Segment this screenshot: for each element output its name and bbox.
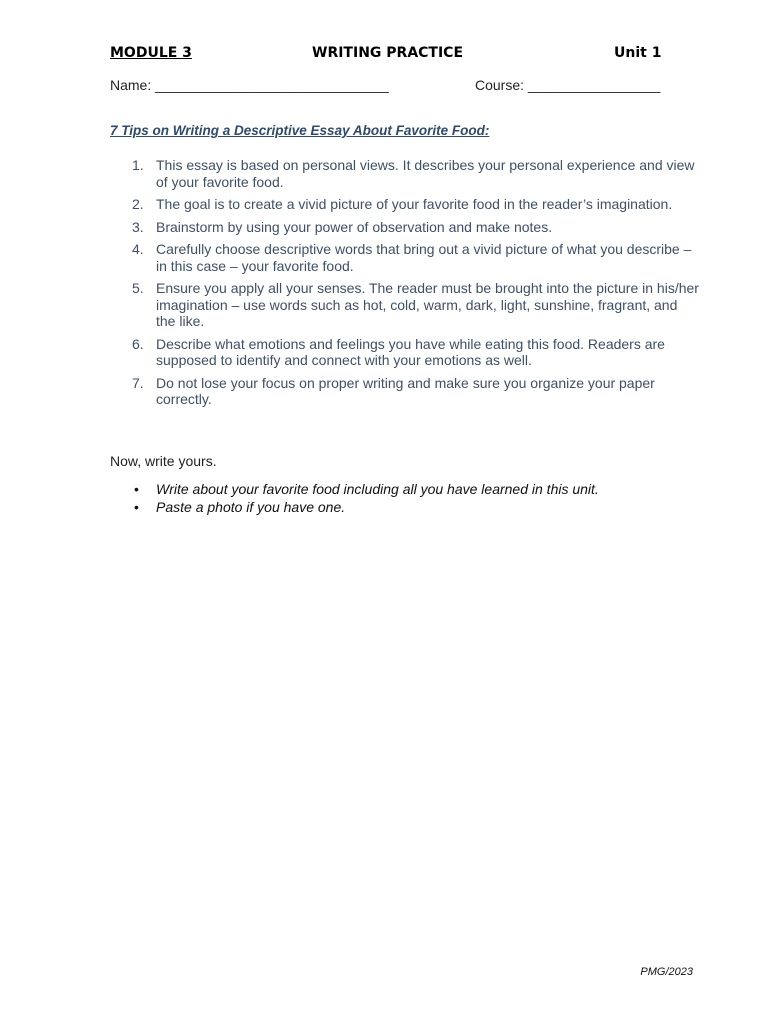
tip-number: 2. [132, 196, 144, 212]
tip-text: This essay is based on personal views. It describes your personal experience and view of your favorite food. [156, 157, 695, 190]
tip-text: Brainstorm by using your power of observation and make notes. [156, 218, 553, 235]
tip-item [110, 157, 700, 190]
tip-item [110, 375, 700, 408]
bullet-icon: • [134, 499, 139, 515]
name-field: Name: ______________________________ [110, 77, 389, 93]
tip-item [110, 241, 700, 274]
writing-practice-title: WRITING PRACTICE [312, 45, 464, 61]
task-bullet-text: Paste a photo if you have one. [156, 499, 346, 515]
task-bullet-text: Write about your favorite food including all you have learned in this unit. [156, 481, 599, 497]
tip-text: The goal is to create a vivid picture of your favorite food in the reader’s imagination. [156, 196, 673, 212]
bullet-icon: • [134, 481, 139, 497]
tip-text: Carefully choose descriptive words that bring out a vivid picture of what you describe – in this case – your favorite food. [156, 241, 692, 274]
tip-item [110, 219, 700, 236]
course-field: Course: _________________ [475, 77, 661, 93]
page-header [110, 45, 660, 65]
tip-number: 1. [132, 157, 144, 173]
tip-text: Describe what emotions and feelings you have while eating this food. Readers are supposed to identify and connect with your emotions as well. [156, 335, 665, 368]
task-intro: Now, write yours. [110, 453, 217, 469]
tip-number: 7. [132, 374, 144, 391]
tip-number: 6. [132, 335, 144, 352]
tip-number: 4. [132, 241, 144, 257]
task-bullet [110, 480, 700, 498]
tip-item [110, 336, 700, 369]
tip-number: 5. [132, 280, 144, 296]
tip-text: Ensure you apply all your senses. The reader must be brought into the picture in his/her imagination – use words such as hot, cold, warm, dark, light, sunshine, fragrant, and the like. [156, 280, 699, 329]
tip-item [110, 280, 700, 330]
task-bullets [110, 480, 700, 516]
tip-item [110, 196, 700, 213]
tips-heading: 7 Tips on Writing a Descriptive Essay About Favorite Food: [110, 123, 490, 138]
task-bullet [110, 498, 700, 516]
tips-list [110, 157, 700, 414]
unit-label: Unit 1 [614, 45, 662, 61]
footer-code: PMG/2023 [640, 966, 693, 978]
tip-number: 3. [132, 218, 144, 235]
module-label: MODULE 3 [110, 45, 192, 61]
tip-text: Do not lose your focus on proper writing and make sure you organize your paper correctly. [156, 374, 655, 407]
